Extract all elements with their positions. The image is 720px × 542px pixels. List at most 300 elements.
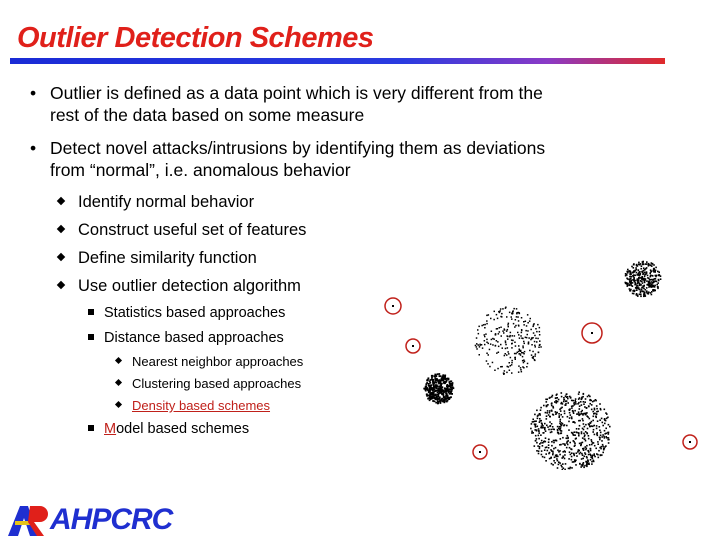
data-point bbox=[574, 442, 576, 444]
data-point bbox=[512, 340, 514, 342]
data-point bbox=[509, 370, 511, 372]
data-point bbox=[558, 428, 560, 430]
data-point bbox=[540, 407, 542, 409]
data-point bbox=[533, 332, 535, 334]
data-point bbox=[591, 463, 593, 465]
data-point bbox=[654, 285, 656, 287]
data-point bbox=[534, 423, 536, 425]
data-point bbox=[568, 421, 570, 423]
diamond-bullet-icon bbox=[115, 379, 122, 386]
data-point bbox=[505, 340, 507, 342]
data-point bbox=[538, 453, 540, 455]
data-point bbox=[501, 335, 503, 337]
bullet-text-line: rest of the data based on some measure bbox=[50, 105, 365, 125]
data-point bbox=[562, 463, 564, 465]
data-point bbox=[551, 423, 553, 425]
data-point bbox=[446, 396, 448, 398]
data-point bbox=[434, 394, 436, 396]
data-point bbox=[537, 445, 539, 447]
square-bullet-icon bbox=[88, 425, 94, 431]
data-point bbox=[541, 425, 543, 427]
data-point bbox=[555, 397, 557, 399]
data-point bbox=[507, 336, 509, 338]
data-point bbox=[644, 272, 646, 274]
data-point bbox=[592, 411, 594, 413]
data-point bbox=[640, 263, 642, 265]
data-point bbox=[518, 325, 520, 327]
data-point bbox=[583, 433, 585, 435]
data-point bbox=[494, 311, 496, 313]
data-point bbox=[582, 418, 584, 420]
data-point bbox=[648, 263, 650, 265]
data-point bbox=[573, 453, 575, 455]
data-point bbox=[604, 418, 606, 420]
data-point bbox=[532, 419, 534, 421]
data-point bbox=[560, 438, 562, 440]
data-point bbox=[490, 318, 492, 320]
data-point bbox=[564, 404, 566, 406]
data-point bbox=[588, 406, 590, 408]
data-point bbox=[584, 438, 586, 440]
data-point bbox=[598, 450, 600, 452]
data-point bbox=[441, 383, 443, 385]
data-point bbox=[540, 346, 542, 348]
data-point bbox=[650, 279, 652, 281]
data-point bbox=[601, 440, 603, 442]
data-point bbox=[602, 452, 604, 454]
data-point bbox=[576, 432, 578, 434]
data-point bbox=[451, 385, 453, 387]
data-point bbox=[511, 360, 513, 362]
data-point bbox=[574, 445, 576, 447]
diamond-bullet-icon bbox=[57, 253, 65, 261]
data-point bbox=[477, 329, 479, 331]
data-point bbox=[432, 393, 434, 395]
data-point bbox=[500, 344, 502, 346]
data-point bbox=[482, 347, 484, 349]
data-point bbox=[637, 283, 639, 285]
data-point bbox=[633, 290, 635, 292]
data-point bbox=[561, 425, 563, 427]
data-point bbox=[657, 282, 659, 284]
data-point bbox=[444, 377, 446, 379]
data-point bbox=[549, 410, 551, 412]
data-point bbox=[586, 457, 588, 459]
data-point bbox=[580, 401, 582, 403]
data-point bbox=[487, 363, 489, 365]
data-point bbox=[439, 396, 441, 398]
data-point bbox=[443, 395, 445, 397]
data-point bbox=[556, 394, 558, 396]
data-point bbox=[479, 354, 481, 356]
data-point bbox=[646, 287, 648, 289]
data-point bbox=[579, 425, 581, 427]
data-point bbox=[548, 444, 550, 446]
data-point bbox=[538, 347, 540, 349]
bullet-text-line: Detect novel attacks/intrusions by identifying them as deviations bbox=[50, 138, 546, 158]
data-point bbox=[592, 455, 594, 457]
data-point bbox=[637, 278, 639, 280]
square-bullet-icon bbox=[88, 334, 94, 340]
data-point bbox=[450, 396, 452, 398]
data-point bbox=[481, 344, 483, 346]
data-point bbox=[574, 400, 576, 402]
data-point bbox=[640, 273, 642, 275]
data-point bbox=[628, 285, 630, 287]
data-point bbox=[571, 459, 573, 461]
data-point bbox=[645, 278, 647, 280]
data-point bbox=[584, 426, 586, 428]
data-point bbox=[586, 445, 588, 447]
data-point bbox=[539, 418, 541, 420]
data-point bbox=[553, 448, 555, 450]
data-point bbox=[558, 416, 560, 418]
data-point bbox=[637, 265, 639, 267]
data-point bbox=[497, 341, 499, 343]
data-point bbox=[539, 414, 541, 416]
data-point bbox=[499, 331, 501, 333]
data-point bbox=[639, 275, 641, 277]
data-point bbox=[590, 450, 592, 452]
data-point bbox=[606, 413, 608, 415]
data-point bbox=[590, 455, 592, 457]
data-point bbox=[517, 352, 519, 354]
data-point bbox=[542, 432, 544, 434]
data-point bbox=[589, 422, 591, 424]
data-point bbox=[606, 418, 608, 420]
data-point bbox=[530, 428, 532, 430]
data-point bbox=[516, 316, 518, 318]
data-point bbox=[588, 423, 590, 425]
outlier-point bbox=[479, 451, 481, 453]
data-point bbox=[576, 452, 578, 454]
data-point bbox=[484, 327, 486, 329]
data-point bbox=[560, 419, 562, 421]
data-point bbox=[648, 283, 650, 285]
data-point bbox=[600, 454, 602, 456]
data-point bbox=[563, 401, 565, 403]
data-point bbox=[442, 379, 444, 381]
diamond-bullet-icon bbox=[115, 401, 122, 408]
data-point bbox=[564, 413, 566, 415]
data-point bbox=[589, 444, 591, 446]
data-point bbox=[558, 451, 560, 453]
data-point bbox=[549, 416, 551, 418]
data-point bbox=[660, 275, 662, 277]
data-point bbox=[635, 267, 637, 269]
data-point bbox=[542, 456, 544, 458]
data-point bbox=[446, 380, 448, 382]
data-point bbox=[437, 391, 439, 393]
data-point bbox=[551, 441, 553, 443]
data-point bbox=[498, 311, 500, 313]
data-point bbox=[600, 435, 602, 437]
data-point bbox=[484, 324, 486, 326]
data-point bbox=[535, 440, 537, 442]
data-point bbox=[653, 290, 655, 292]
data-point bbox=[650, 269, 652, 271]
data-point bbox=[608, 433, 610, 435]
data-point bbox=[573, 421, 575, 423]
data-point bbox=[640, 280, 642, 282]
data-point bbox=[517, 332, 519, 334]
data-point bbox=[431, 375, 433, 377]
data-point bbox=[526, 325, 528, 327]
data-point bbox=[476, 337, 478, 339]
data-point bbox=[438, 382, 440, 384]
data-point bbox=[569, 442, 571, 444]
data-point bbox=[546, 415, 548, 417]
data-point bbox=[593, 429, 595, 431]
data-point bbox=[566, 425, 568, 427]
data-point bbox=[629, 276, 631, 278]
data-point bbox=[505, 353, 507, 355]
data-point bbox=[567, 416, 569, 418]
data-point bbox=[555, 411, 557, 413]
data-point bbox=[557, 430, 559, 432]
data-point bbox=[562, 443, 564, 445]
data-point bbox=[643, 296, 645, 298]
data-point bbox=[578, 428, 580, 430]
data-point bbox=[547, 410, 549, 412]
data-point bbox=[572, 411, 574, 413]
data-point bbox=[548, 453, 550, 455]
data-point bbox=[658, 271, 660, 273]
data-point bbox=[571, 467, 573, 469]
data-point bbox=[488, 354, 490, 356]
data-point bbox=[441, 400, 443, 402]
data-point bbox=[599, 430, 601, 432]
data-point bbox=[499, 310, 501, 312]
data-point bbox=[449, 393, 451, 395]
data-point bbox=[573, 412, 575, 414]
data-point bbox=[575, 403, 577, 405]
data-point bbox=[527, 330, 529, 332]
data-point bbox=[510, 357, 512, 359]
data-points bbox=[392, 261, 691, 470]
data-point bbox=[591, 409, 593, 411]
data-point bbox=[537, 426, 539, 428]
data-point bbox=[541, 454, 543, 456]
data-point bbox=[584, 401, 586, 403]
data-point bbox=[652, 281, 654, 283]
data-point bbox=[432, 395, 434, 397]
data-point bbox=[564, 454, 566, 456]
data-point bbox=[435, 380, 437, 382]
data-point bbox=[651, 294, 653, 296]
data-point bbox=[575, 460, 577, 462]
data-point bbox=[481, 325, 483, 327]
data-point bbox=[603, 436, 605, 438]
data-point bbox=[555, 447, 557, 449]
data-point bbox=[444, 387, 446, 389]
data-point bbox=[597, 420, 599, 422]
data-point bbox=[532, 326, 534, 328]
data-point bbox=[496, 340, 498, 342]
data-point bbox=[539, 443, 541, 445]
data-point bbox=[650, 265, 652, 267]
data-point bbox=[604, 430, 606, 432]
data-point bbox=[584, 436, 586, 438]
data-point bbox=[585, 414, 587, 416]
data-point bbox=[655, 281, 657, 283]
data-point bbox=[557, 460, 559, 462]
data-point bbox=[635, 284, 637, 286]
data-point bbox=[479, 344, 481, 346]
data-point bbox=[435, 375, 437, 377]
data-point bbox=[511, 313, 512, 315]
data-point bbox=[575, 438, 577, 440]
data-point bbox=[593, 425, 595, 427]
data-point bbox=[660, 278, 662, 280]
data-point bbox=[560, 414, 562, 416]
data-point bbox=[493, 338, 495, 340]
data-point bbox=[532, 351, 534, 353]
data-point bbox=[593, 413, 595, 415]
data-point bbox=[514, 342, 516, 344]
data-point bbox=[502, 330, 504, 332]
data-point bbox=[631, 276, 633, 278]
data-point bbox=[509, 336, 511, 338]
data-point bbox=[635, 287, 637, 289]
data-point bbox=[559, 444, 561, 446]
data-point bbox=[530, 318, 532, 320]
outlier-point bbox=[591, 332, 593, 334]
data-point bbox=[486, 323, 488, 325]
data-point bbox=[542, 427, 544, 429]
data-point bbox=[634, 275, 636, 277]
data-point bbox=[657, 286, 659, 288]
data-point bbox=[579, 405, 581, 407]
data-point bbox=[478, 333, 480, 335]
data-point bbox=[629, 280, 631, 282]
data-point bbox=[599, 426, 601, 428]
data-point bbox=[639, 277, 641, 279]
data-point bbox=[640, 290, 642, 292]
data-point bbox=[439, 375, 441, 377]
data-point bbox=[484, 344, 486, 346]
data-point bbox=[507, 329, 509, 331]
data-point bbox=[653, 268, 655, 270]
data-point bbox=[584, 465, 586, 467]
data-point bbox=[649, 285, 651, 287]
data-point bbox=[640, 294, 642, 296]
outlier-point bbox=[689, 441, 691, 443]
data-point bbox=[629, 288, 631, 290]
data-point bbox=[564, 469, 566, 470]
data-point bbox=[521, 371, 523, 373]
data-point bbox=[633, 274, 635, 276]
data-point bbox=[574, 434, 576, 436]
data-point bbox=[426, 395, 428, 397]
data-point bbox=[578, 402, 580, 404]
data-point bbox=[566, 447, 568, 449]
data-point bbox=[438, 388, 440, 390]
data-point bbox=[548, 447, 550, 449]
data-point bbox=[545, 412, 547, 414]
data-point bbox=[511, 347, 513, 349]
data-point bbox=[423, 388, 425, 390]
data-point bbox=[490, 343, 492, 345]
data-point bbox=[534, 355, 536, 357]
data-point bbox=[589, 396, 591, 398]
data-point bbox=[559, 421, 561, 423]
data-point bbox=[593, 453, 595, 455]
data-point bbox=[588, 463, 590, 465]
ahpcrc-logo bbox=[6, 503, 196, 537]
data-point bbox=[579, 443, 581, 445]
data-point bbox=[486, 315, 488, 317]
data-point bbox=[542, 445, 544, 447]
ahpcrc-emblem-icon bbox=[6, 503, 50, 537]
data-point bbox=[534, 345, 536, 347]
data-point bbox=[582, 437, 584, 439]
data-point bbox=[536, 450, 538, 452]
data-point bbox=[582, 420, 584, 422]
data-point bbox=[601, 436, 603, 438]
data-point bbox=[501, 313, 503, 315]
data-point bbox=[646, 280, 648, 282]
data-point bbox=[534, 445, 536, 447]
data-point bbox=[538, 438, 540, 440]
data-point bbox=[571, 456, 573, 458]
data-point bbox=[511, 316, 513, 318]
data-point bbox=[657, 288, 659, 290]
data-point bbox=[640, 284, 642, 286]
data-point bbox=[506, 316, 508, 318]
data-point bbox=[511, 343, 513, 345]
data-point bbox=[553, 460, 555, 462]
data-point bbox=[486, 320, 488, 322]
data-point bbox=[600, 409, 602, 411]
data-point bbox=[597, 435, 599, 437]
density-schemes-link[interactable]: Density based schemes bbox=[132, 398, 271, 413]
data-point bbox=[588, 450, 590, 452]
data-point bbox=[578, 393, 580, 395]
data-point bbox=[536, 438, 538, 440]
data-point bbox=[499, 327, 501, 329]
data-point bbox=[545, 430, 547, 432]
data-point bbox=[492, 338, 494, 340]
data-point bbox=[539, 446, 541, 448]
data-point bbox=[523, 321, 525, 323]
data-point bbox=[500, 366, 502, 368]
data-point bbox=[439, 388, 441, 390]
data-point bbox=[596, 432, 598, 434]
data-point bbox=[488, 314, 490, 316]
data-point bbox=[580, 466, 582, 468]
data-point bbox=[520, 351, 522, 353]
data-point bbox=[523, 362, 525, 364]
data-point bbox=[428, 397, 430, 399]
data-point bbox=[594, 434, 596, 436]
data-point bbox=[492, 344, 494, 346]
data-point bbox=[514, 326, 516, 328]
data-point bbox=[630, 272, 632, 274]
data-point bbox=[575, 464, 577, 466]
data-point bbox=[536, 442, 538, 444]
data-point bbox=[559, 454, 561, 456]
data-point bbox=[567, 438, 569, 440]
data-point bbox=[572, 400, 574, 402]
data-point bbox=[580, 444, 582, 446]
data-point bbox=[583, 393, 585, 395]
data-point bbox=[503, 332, 505, 334]
data-point bbox=[595, 416, 597, 418]
data-point bbox=[486, 353, 488, 355]
data-point bbox=[638, 289, 640, 291]
data-point bbox=[527, 314, 529, 316]
